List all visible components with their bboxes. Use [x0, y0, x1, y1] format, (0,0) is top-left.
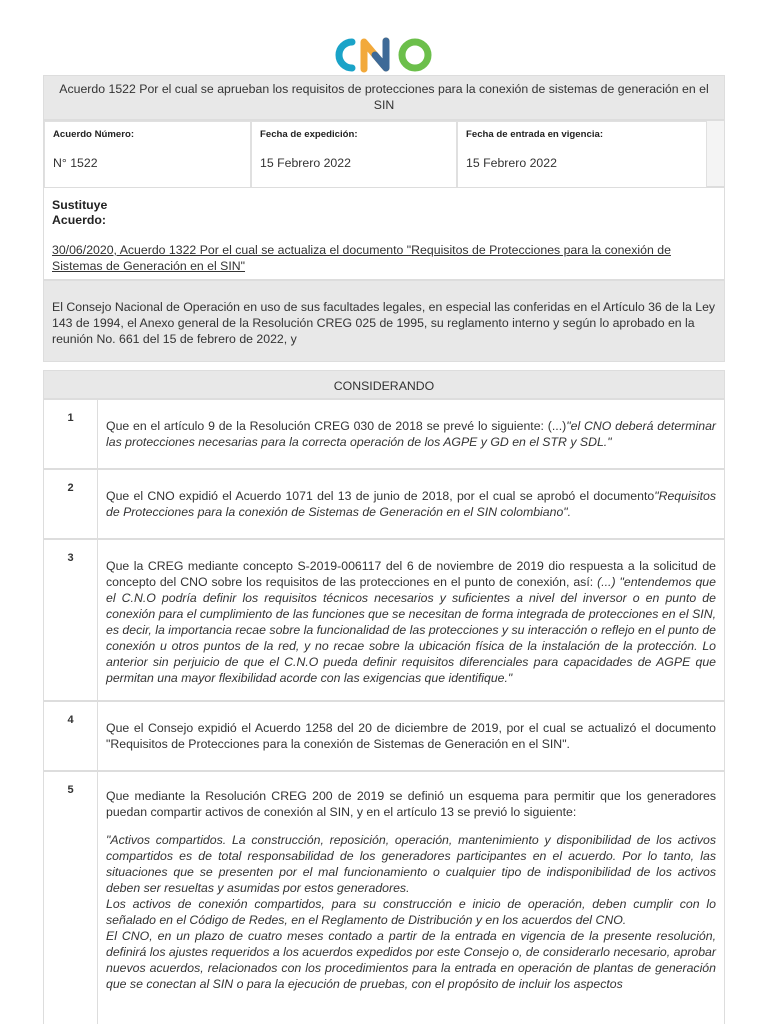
replaces-link[interactable]: 30/06/2020, Acuerdo 1322 Por el cual se actualiza el documento "Requisitos de Protecciones para la conexión de Sistemas de Generación en el SIN" — [52, 243, 671, 273]
considerando-item — [43, 539, 725, 701]
item-number: 2 — [44, 470, 98, 538]
considerando-item — [43, 469, 725, 539]
item-quote-1: "Activos compartidos. La construcción, reposición, operación, mantenimiento y disponibilidad de los activos compartidos es de total responsabilidad de los generadores participantes en el acuerdo. Por lo tanto, las situaciones que se presenten por el mal funcionamiento o cualquier tipo de indisponibilidad de los activos deben ser resueltas y asumidas por estos generadores. — [106, 833, 716, 895]
agreement-number-cell — [44, 121, 251, 188]
item-text-plain: Que la CREG mediante concepto S-2019-006117 del 6 de noviembre de 2019 dio respuesta a la solicitud de concepto del CNO sobre los requisitos de las protecciones en el punto de conexión, así: — [106, 559, 716, 589]
agreement-number-label: Acuerdo Número: — [53, 129, 135, 140]
considerando-item — [43, 399, 725, 469]
considerando-item — [43, 771, 725, 1024]
issue-date-label: Fecha de expedición: — [260, 129, 358, 140]
considerando-item — [43, 701, 725, 771]
agreement-meta — [43, 120, 725, 187]
item-text — [106, 488, 716, 520]
logo-text: CNO — [334, 36, 337, 37]
intro-paragraph: El Consejo Nacional de Operación en uso de sus facultades legales, en especial las conferidas en el Artículo 36 de la Ley 143 de 1994, el Anexo general de la Resolución CREG 025 de 1995, su reglamento interno y según lo aprobado en la reunión No. 661 del 15 de febrero de 2022, y — [43, 280, 725, 362]
item-text-plain: Que mediante la Resolución CREG 200 de 2019 se definió un esquema para permitir que los generadores puedan compartir activos de conexión al SIN, y en el artículo 13 se previó lo siguiente: — [106, 789, 716, 819]
replaces-heading: Sustituye Acuerdo: — [52, 198, 108, 227]
replaces-section — [43, 187, 725, 280]
item-number: 4 — [44, 702, 98, 770]
item-text — [106, 558, 716, 686]
cno-logo — [334, 36, 436, 74]
agreement-number-value: N° 1522 — [53, 156, 98, 170]
effective-date-label: Fecha de entrada en vigencia: — [466, 129, 604, 140]
item-text-quote: "el CNO deberá determinar las protecciones necesarias para la correcta operación de los AGPE y GD en el STR y SDL." — [106, 419, 717, 449]
issue-date-cell — [251, 121, 457, 188]
item-text-quote: (...) "entendemos que el C.N.O podría definir los requisitos técnicos necesarios y suficientes a nivel del inversor o en punto de conexión para el cumplimiento de las funciones que se necesitan de forma integrada de protecciones en el SIN, es decir, la importancia recae sobre la funcionalidad de las protecciones y su interacción o reflejo en el punto de conexión u otros puntos de la red, y no recae sobre la ubicación física de la instalación de la protección. Lo anterior sin perjuicio de que el C.N.O pueda definir requisitos diferenciales para capacidades de AGPE que permitan una mayor flexibilidad acorde con las exigencias que identifique." — [106, 575, 716, 685]
item-quote-2: Los activos de conexión compartidos, para su construcción e inicio de operación, deben cumplir con lo señalado en el Código de Redes, en el Reglamento de Distribución y en los acuerdos del CNO. — [106, 897, 716, 927]
item-text — [106, 418, 716, 450]
item-text — [106, 720, 716, 752]
item-text-plain: Que en el artículo 9 de la Resolución CREG 030 de 2018 se prevé lo siguiente: (...) — [106, 419, 567, 433]
item-text — [106, 788, 716, 992]
item-number: 1 — [44, 400, 98, 468]
considerando-heading: CONSIDERANDO — [43, 370, 725, 399]
effective-date-cell — [457, 121, 707, 188]
item-number: 5 — [44, 772, 98, 1024]
item-text-plain: Que el Consejo expidió el Acuerdo 1258 del 20 de diciembre de 2019, por el cual se actualizó el documento "Requisitos de Protecciones para la conexión de Sistemas de Generación en el SIN". — [106, 721, 716, 751]
item-quote-3: El CNO, en un plazo de cuatro meses contado a partir de la entrada en vigencia de la presente resolución, definirá los ajustes requeridos a los acuerdos expedidos por este Consejo o, de considerarlo necesario, aprobar nuevos acuerdos, relacionados con los procedimientos para la entrada en operación de plantas de generación que se conectan al SIN o para la ejecución de pruebas, con el propósito de incluir los aspectos — [106, 929, 716, 991]
issue-date-value: 15 Febrero 2022 — [260, 156, 351, 170]
effective-date-value: 15 Febrero 2022 — [466, 156, 557, 170]
item-text-plain: Que el CNO expidió el Acuerdo 1071 del 13 de junio de 2018, por el cual se aprobó el documento — [106, 489, 655, 503]
item-text-quote: "Requisitos de Protecciones para la conexión de Sistemas de Generación en el SIN colombiano". — [106, 489, 716, 519]
item-number: 3 — [44, 540, 98, 700]
document-title: Acuerdo 1522 Por el cual se aprueban los requisitos de protecciones para la conexión de sistemas de generación en el SIN — [43, 75, 725, 120]
